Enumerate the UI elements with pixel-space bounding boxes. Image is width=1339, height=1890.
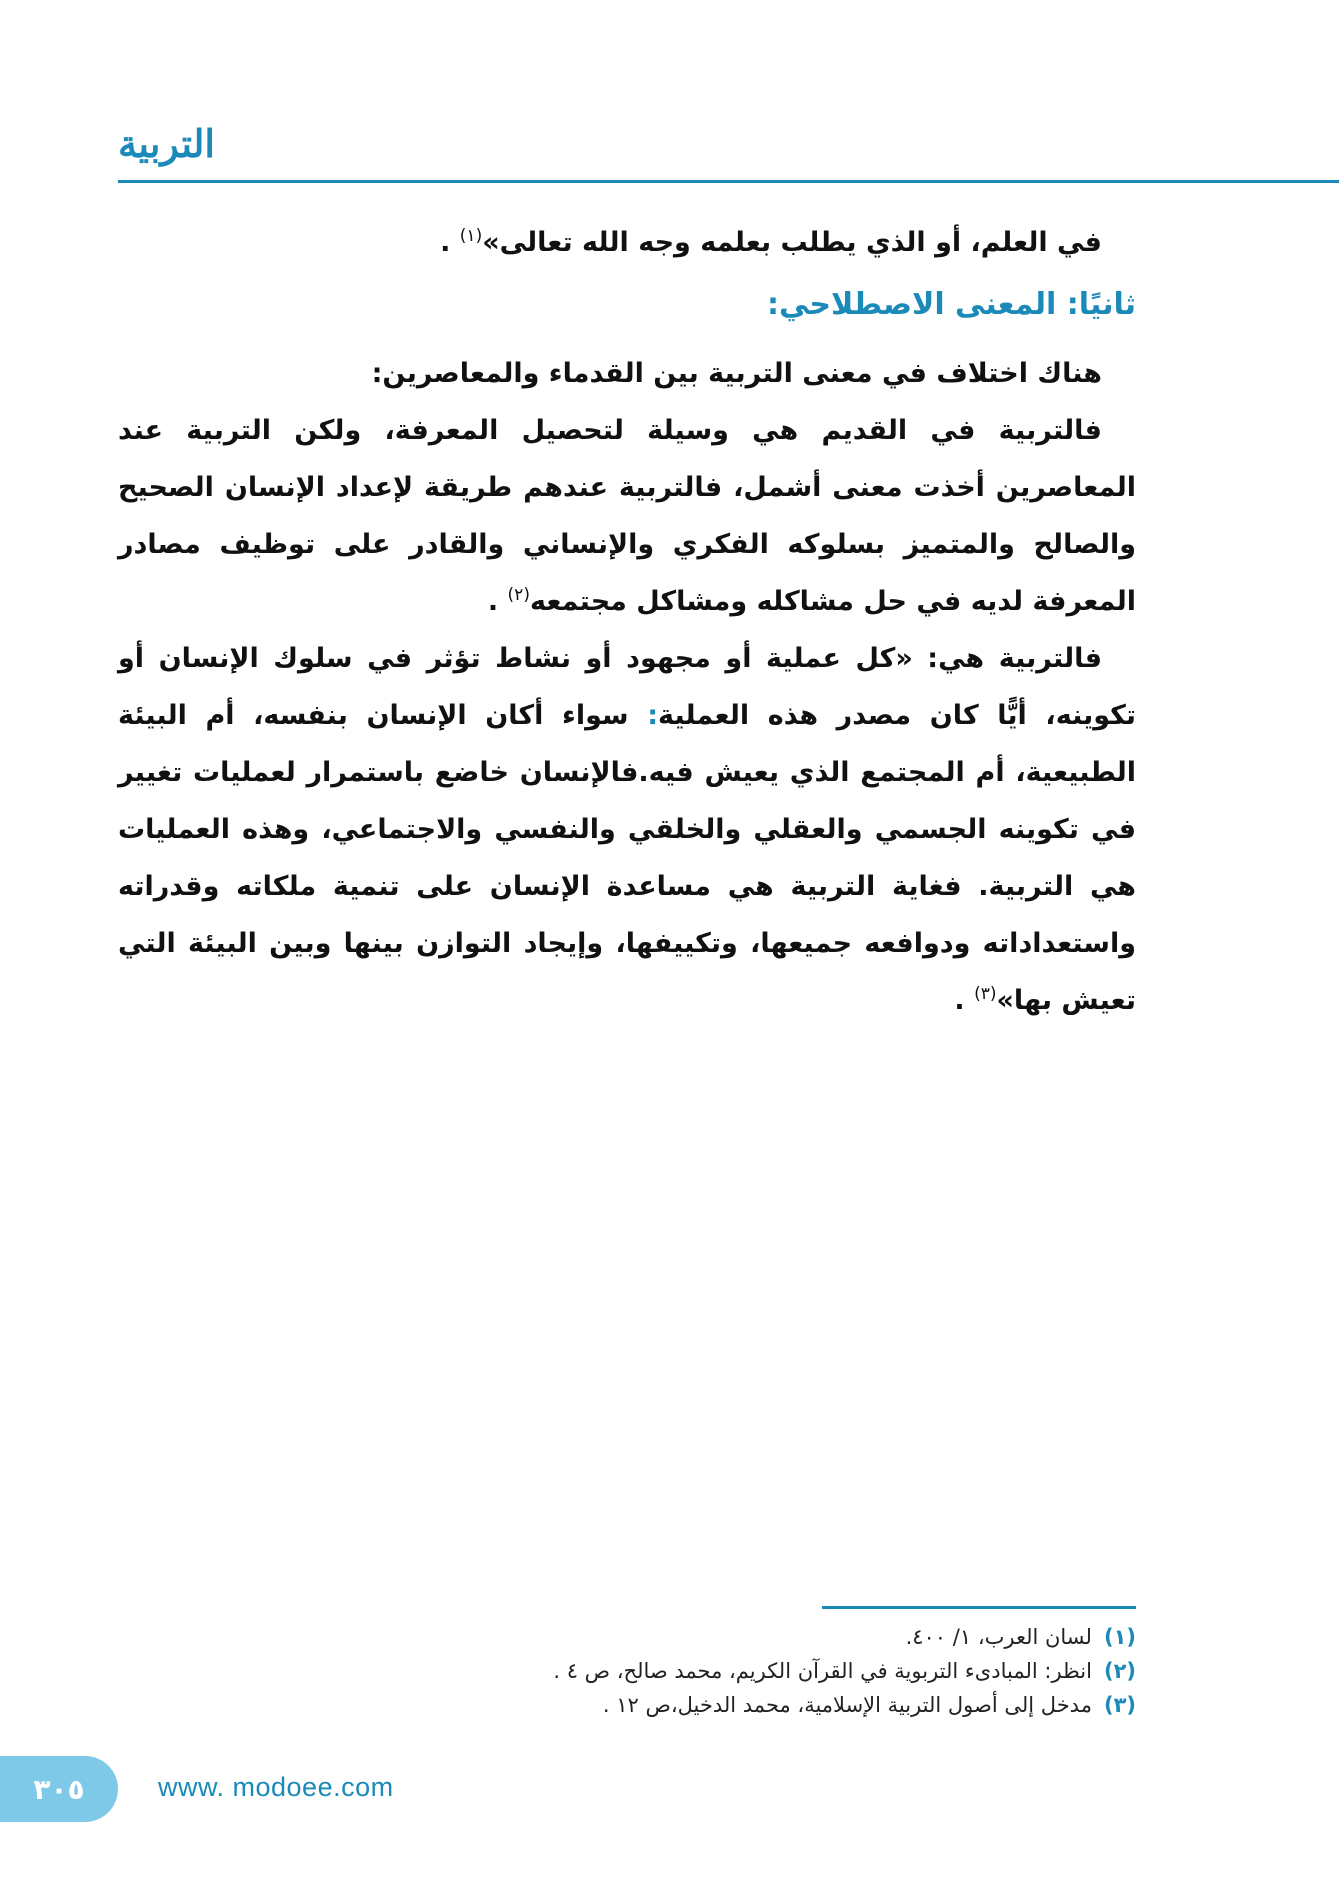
header-divider bbox=[118, 180, 1339, 183]
footnote-ref-3[interactable]: (٣) bbox=[974, 984, 997, 1004]
footnote-ref-1[interactable]: (١) bbox=[459, 226, 483, 246]
footnote-divider bbox=[822, 1606, 1136, 1609]
paragraph-3-text-a: فالتربية هي: «كل عملية أو مجهود أو نشاط تؤثر في سلوك الإنسان أو تكوينه، أيًّا كان مصدر هذه العملية bbox=[118, 643, 1136, 731]
intro-text: في العلم، أو الذي يطلب بعلمه وجه الله تعالى» bbox=[482, 227, 1102, 258]
footnotes bbox=[118, 1620, 1136, 1722]
paragraph-3-text-b: سواء أكان الإنسان بنفسه، أم البيئة الطبيعية، أم المجتمع الذي يعيش فيه.فالإنسان خاضع باستمرار لعمليات تغيير في تكوينه الجسمي والعقلي والخلقي والنفسي والاجتماعي، وهذه العمليات هي التربية. فغاية التربية هي مساعدة الإنسان على تنمية ملكاته وقدراته واستعداداته ودوافعه جميعها، وتكييفها، وإيجاد التوازن بينها وبين البيئة التي تعيش بها» bbox=[118, 700, 1136, 1016]
section-heading: ثانيًا: المعنى الاصطلاحي: bbox=[767, 287, 1136, 322]
footnote-text: مدخل إلى أصول التربية الإسلامية، محمد الدخيل،ص ١٢ . bbox=[602, 1693, 1092, 1717]
footnote-item bbox=[118, 1654, 1136, 1688]
website-link[interactable]: www. modoee.com bbox=[158, 1772, 394, 1802]
footnote-item bbox=[118, 1620, 1136, 1654]
paragraph-3 bbox=[118, 630, 1136, 1029]
paragraph-2-end: . bbox=[487, 586, 499, 617]
footnote-text: لسان العرب، ١/ ٤٠٠. bbox=[905, 1625, 1092, 1649]
page-number-badge: ٣٠٥ bbox=[0, 1756, 118, 1822]
paragraph-3-end: . bbox=[954, 985, 965, 1016]
paragraph-2 bbox=[118, 402, 1136, 630]
page-header-title: التربية bbox=[118, 121, 215, 166]
footnote-text: انظر: المبادىء التربوية في القرآن الكريم، محمد صالح، ص ٤ . bbox=[553, 1659, 1092, 1683]
intro-end: . bbox=[440, 227, 451, 258]
paragraph-3-colon: : bbox=[647, 700, 658, 731]
intro-paragraph bbox=[118, 214, 1136, 271]
footnote-number: (٣) bbox=[1103, 1693, 1136, 1717]
paragraph-1: هناك اختلاف في معنى التربية بين القدماء والمعاصرين: bbox=[371, 358, 1102, 389]
footnote-item bbox=[118, 1688, 1136, 1722]
main-content bbox=[118, 214, 1136, 1029]
footnote-ref-2[interactable]: (٢) bbox=[507, 585, 530, 605]
footnote-number: (٢) bbox=[1103, 1659, 1136, 1683]
paragraph-2-text: فالتربية في القديم هي وسيلة لتحصيل المعرفة، ولكن التربية عند المعاصرين أخذت معنى أشمل، فالتربية عندهم طريقة لإعداد الإنسان الصحيح والصالح والمتميز بسلوكه الفكري والإنساني والقادر على توظيف مصادر المعرفة لديه في حل مشاكله ومشاكل مجتمعه bbox=[118, 415, 1136, 617]
footnote-number: (١) bbox=[1103, 1625, 1136, 1649]
